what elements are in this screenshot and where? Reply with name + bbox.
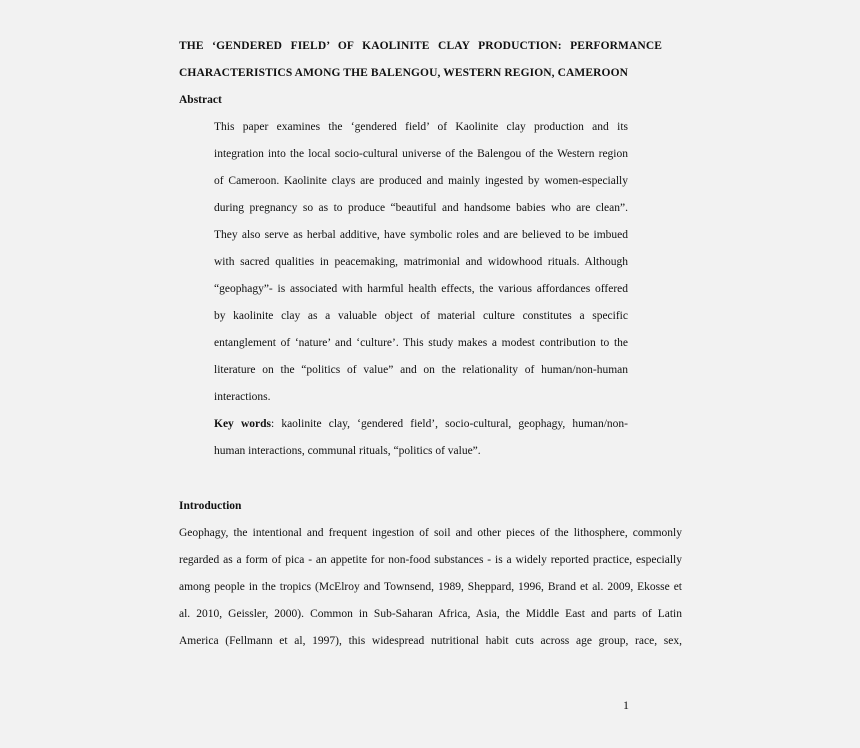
abstract-line: literature on the “politics of value” and on the relationality of human/non-human — [214, 364, 628, 376]
abstract-line: during pregnancy so as to produce “beautiful and handsome babies who are clean”. — [214, 202, 628, 214]
introduction-line: al. 2010, Geissler, 2000). Common in Sub-Saharan Africa, Asia, the Middle East and parts of Latin — [179, 608, 682, 620]
introduction-line: America (Fellmann et al, 1997), this widespread nutritional habit cuts across age group, race, sex, — [179, 635, 682, 647]
introduction-line: Geophagy, the intentional and frequent ingestion of soil and other pieces of the lithosphere, commonly — [179, 527, 682, 539]
abstract-line: of Cameroon. Kaolinite clays are produced and mainly ingested by women-especially — [214, 175, 628, 187]
abstract-line: interactions. — [214, 391, 271, 403]
abstract-line: This paper examines the ‘gendered field’ of Kaolinite clay production and its — [214, 121, 628, 133]
keywords-text: : kaolinite clay, ‘gendered field’, socio-cultural, geophagy, human/non- — [270, 418, 628, 430]
abstract-heading: Abstract — [179, 94, 222, 106]
abstract-line: They also serve as herbal additive, have symbolic roles and are believed to be imbued — [214, 229, 628, 241]
introduction-line: regarded as a form of pica - an appetite for non-food substances - is a widely reported practice, especially — [179, 554, 682, 566]
abstract-line: by kaolinite clay as a valuable object of material culture constitutes a specific — [214, 310, 628, 322]
abstract-line: with sacred qualities in peacemaking, matrimonial and widowhood rituals. Although — [214, 256, 628, 268]
keywords-label: Key words — [214, 418, 271, 430]
paper-title-line-2: CHARACTERISTICS AMONG THE BALENGOU, WESTERN REGION, CAMEROON — [179, 67, 629, 79]
abstract-line: integration into the local socio-cultural universe of the Balengou of the Western region — [214, 148, 628, 160]
paper-title-line-1: THE ‘GENDERED FIELD’ OF KAOLINITE CLAY PRODUCTION: PERFORMANCE — [179, 40, 662, 52]
abstract-line: entanglement of ‘nature’ and ‘culture’. This study makes a modest contribution to the — [214, 337, 628, 349]
keywords-line-1 — [214, 418, 628, 430]
introduction-heading: Introduction — [179, 500, 242, 512]
abstract-line: “geophagy”- is associated with harmful health effects, the various affordances offered — [214, 283, 628, 295]
keywords-line-2: human interactions, communal rituals, “politics of value”. — [214, 445, 481, 457]
introduction-line: among people in the tropics (McElroy and Townsend, 1989, Sheppard, 1996, Brand et al. 2009, Ekosse et — [179, 581, 682, 593]
page-number: 1 — [623, 698, 629, 712]
